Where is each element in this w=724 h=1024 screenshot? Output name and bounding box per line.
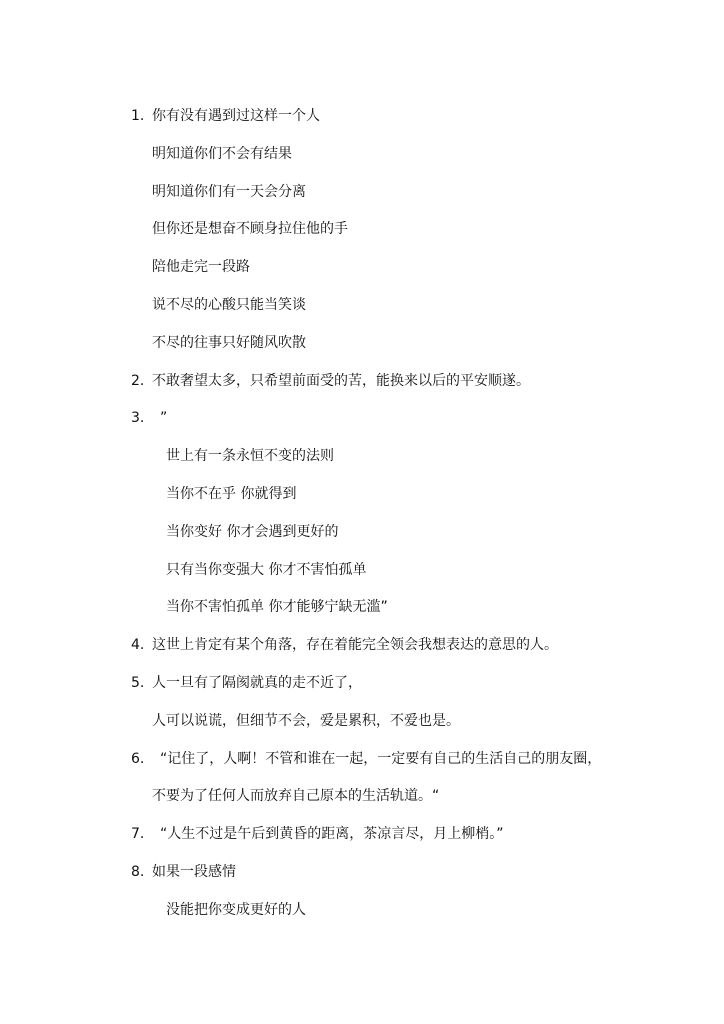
list-item-3 — [0, 407, 724, 445]
text-line: 不敢奢望太多，只希望前面受的苦，能换来以后的平安顺遂。 — [152, 372, 530, 389]
text-line: 明知道你们有一天会分离 — [152, 183, 306, 200]
list-item-line — [0, 445, 724, 483]
list-item-4 — [0, 634, 724, 672]
text-line: 没能把你变成更好的人 — [166, 901, 306, 918]
list-item-line — [0, 256, 724, 294]
list-item-line — [0, 218, 724, 256]
text-line: 如果一段感情 — [152, 863, 236, 880]
list-number: 4. — [131, 637, 145, 654]
text-line: 只有当你变强大 你才不害怕孤单 — [166, 561, 367, 578]
list-number: 2. — [131, 372, 145, 389]
text-line: 不要为了任何人而放弃自己原本的生活轨道。“ — [152, 788, 440, 805]
text-line: 当你不害怕孤单 你才能够宁缺无滥” — [166, 599, 388, 616]
list-number: 8. — [131, 863, 145, 880]
list-number: 3. — [131, 410, 145, 427]
list-number: 5. — [131, 674, 145, 691]
list-item-line — [0, 332, 724, 370]
list-item-line — [0, 181, 724, 219]
text-line: 当你变好 你才会遇到更好的 — [166, 523, 339, 540]
text-line: “人生不过是午后到黄昏的距离，茶凉言尽，月上柳梢。” — [160, 826, 504, 843]
list-item-8 — [0, 861, 724, 899]
list-item-6 — [0, 748, 724, 786]
text-line: 但你还是想奋不顾身拉住他的手 — [152, 221, 348, 238]
list-number: 1. — [131, 108, 145, 124]
list-item-line — [0, 521, 724, 559]
list-item-7 — [0, 823, 724, 861]
text-line: 当你不在乎 你就得到 — [166, 485, 297, 502]
text-line: 你有没有遇到过这样一个人 — [152, 108, 320, 124]
text-line: 明知道你们不会有结果 — [152, 145, 292, 162]
text-line: 说不尽的心酸只能当笑谈 — [152, 296, 306, 313]
text-line: ” — [160, 410, 168, 427]
text-line: 陪他走完一段路 — [152, 259, 250, 276]
document-body — [0, 105, 724, 937]
text-line: 人一旦有了隔阂就真的走不近了， — [152, 674, 362, 691]
text-line: 这世上肯定有某个角落，存在着能完全领会我想表达的意思的人。 — [152, 637, 558, 654]
list-item-line — [0, 294, 724, 332]
list-number: 6. — [131, 750, 145, 767]
list-item-line — [0, 596, 724, 634]
list-item-5 — [0, 672, 724, 710]
list-item-2 — [0, 370, 724, 408]
text-line: 不尽的往事只好随风吹散 — [152, 334, 306, 351]
text-line: 人可以说谎，但细节不会，爱是累积，不爱也是。 — [152, 712, 460, 729]
text-line: “记住了，人啊！不管和谁在一起，一定要有自己的生活自己的朋友圈， — [160, 750, 602, 767]
list-item-line — [0, 785, 724, 823]
list-number: 7. — [131, 826, 145, 843]
list-item-1 — [0, 105, 724, 143]
list-item-line — [0, 483, 724, 521]
list-item-line — [0, 559, 724, 597]
list-item-line — [0, 710, 724, 748]
list-item-line — [0, 899, 724, 937]
list-item-line — [0, 143, 724, 181]
text-line: 世上有一条永恒不变的法则 — [166, 448, 334, 465]
